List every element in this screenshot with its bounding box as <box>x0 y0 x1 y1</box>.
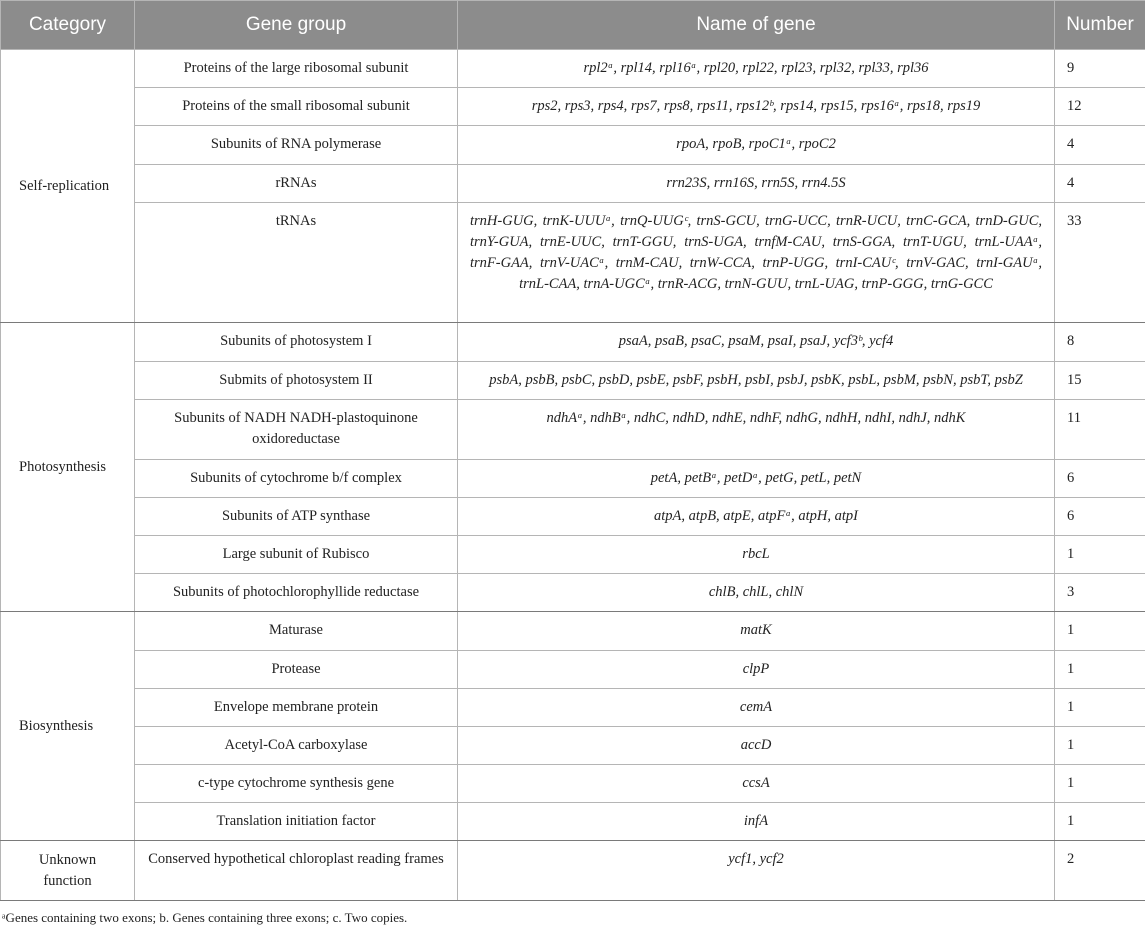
gene-count-cell: 15 <box>1055 362 1145 400</box>
table-row <box>1 841 1145 901</box>
gene-count-cell: 6 <box>1055 460 1145 498</box>
header-gene-group: Gene group <box>135 1 458 50</box>
gene-names-cell: rps2, rps3, rps4, rps7, rps8, rps11, rps12ᵇ, rps14, rps15, rps16ᵃ, rps18, rps19 <box>458 88 1055 126</box>
gene-group-cell: Translation initiation factor <box>135 803 458 841</box>
gene-group-cell: tRNAs <box>135 203 458 323</box>
gene-group-cell: Subunits of cytochrome b/f complex <box>135 460 458 498</box>
category-unknown-function: Unknown function <box>1 841 135 901</box>
gene-group-cell: Subunits of RNA polymerase <box>135 126 458 165</box>
table-row <box>1 536 1145 574</box>
gene-count-cell: 12 <box>1055 88 1145 126</box>
table-row <box>1 165 1145 203</box>
category-biosynthesis: Biosynthesis <box>1 612 135 841</box>
table-row <box>1 689 1145 727</box>
gene-count-cell: 1 <box>1055 651 1145 689</box>
gene-group-cell: Acetyl-CoA carboxylase <box>135 727 458 765</box>
gene-names-cell: psaA, psaB, psaC, psaM, psaI, psaJ, ycf3ᵇ, ycf4 <box>458 323 1055 362</box>
table-row <box>1 126 1145 165</box>
gene-names-cell: chlB, chlL, chlN <box>458 574 1055 612</box>
gene-names-cell: clpP <box>458 651 1055 689</box>
category-self-replication: Self-replication <box>1 50 135 323</box>
header-number: Number <box>1055 1 1145 50</box>
gene-names-cell: ndhAᵃ, ndhBᵃ, ndhC, ndhD, ndhE, ndhF, ndhG, ndhH, ndhI, ndhJ, ndhK <box>458 400 1055 460</box>
gene-names-cell: matK <box>458 612 1055 651</box>
gene-count-cell: 4 <box>1055 165 1145 203</box>
gene-names-cell: trnH-GUG, trnK-UUUᵃ, trnQ-UUGᶜ, trnS-GCU, trnG-UCC, trnR-UCU, trnC-GCA, trnD-GUC, trnY-GUA, trnE-UUC, trnT-GGU, trnS-UGA, trnfM-CAU, trnS-GGA, trnT-UGU, trnL-UAAᵃ, trnF-GAA, trnV-UACᵃ, trnM-CAU, trnW-CCA, trnP-UGG, trnI-CAUᶜ, trnV-GAC, trnI-GAUᵃ, trnL-CAA, trnA-UGCᵃ, trnR-ACG, trnN-GUU, trnL-UAG, trnP-GGG, trnG-GCC <box>458 203 1055 323</box>
gene-names-cell: petA, petBᵃ, petDᵃ, petG, petL, petN <box>458 460 1055 498</box>
gene-group-cell: Subunits of photochlorophyllide reductase <box>135 574 458 612</box>
gene-group-cell: Subunits of ATP synthase <box>135 498 458 536</box>
gene-group-cell: Envelope membrane protein <box>135 689 458 727</box>
gene-count-cell: 1 <box>1055 765 1145 803</box>
table-row <box>1 612 1145 651</box>
table-row <box>1 400 1145 460</box>
gene-group-cell: Proteins of the small ribosomal subunit <box>135 88 458 126</box>
gene-names-cell: accD <box>458 727 1055 765</box>
gene-count-cell: 1 <box>1055 612 1145 651</box>
table-row <box>1 765 1145 803</box>
gene-names-cell: rpoA, rpoB, rpoC1ᵃ, rpoC2 <box>458 126 1055 165</box>
gene-count-cell: 3 <box>1055 574 1145 612</box>
gene-count-cell: 9 <box>1055 50 1145 88</box>
table-row <box>1 574 1145 612</box>
header-row <box>1 1 1145 50</box>
gene-count-cell: 11 <box>1055 400 1145 460</box>
gene-names-cell: ccsA <box>458 765 1055 803</box>
table-row <box>1 803 1145 841</box>
table-row <box>1 203 1145 323</box>
gene-names-cell: rpl2ᵃ, rpl14, rpl16ᵃ, rpl20, rpl22, rpl23, rpl32, rpl33, rpl36 <box>458 50 1055 88</box>
gene-names-cell: rbcL <box>458 536 1055 574</box>
gene-names-cell: rrn23S, rrn16S, rrn5S, rrn4.5S <box>458 165 1055 203</box>
table-row <box>1 323 1145 362</box>
gene-count-cell: 2 <box>1055 841 1145 901</box>
table-row <box>1 498 1145 536</box>
gene-names-cell: cemA <box>458 689 1055 727</box>
table-row <box>1 50 1145 88</box>
gene-count-cell: 1 <box>1055 727 1145 765</box>
gene-group-cell: Large subunit of Rubisco <box>135 536 458 574</box>
header-category: Category <box>1 1 135 50</box>
gene-group-cell: Subunits of photosystem I <box>135 323 458 362</box>
table-row <box>1 727 1145 765</box>
gene-group-cell: Proteins of the large ribosomal subunit <box>135 50 458 88</box>
table-row <box>1 88 1145 126</box>
gene-names-cell: infA <box>458 803 1055 841</box>
table-row <box>1 460 1145 498</box>
gene-group-cell: Maturase <box>135 612 458 651</box>
gene-count-cell: 1 <box>1055 536 1145 574</box>
gene-count-cell: 1 <box>1055 803 1145 841</box>
table-row <box>1 362 1145 400</box>
table-row <box>1 651 1145 689</box>
gene-count-cell: 4 <box>1055 126 1145 165</box>
gene-names-cell: psbA, psbB, psbC, psbD, psbE, psbF, psbH, psbI, psbJ, psbK, psbL, psbM, psbN, psbT, psbZ <box>458 362 1055 400</box>
table-footnote: ᵃGenes containing two exons; b. Genes containing three exons; c. Two copies. <box>2 910 408 925</box>
gene-count-cell: 1 <box>1055 689 1145 727</box>
gene-group-cell: Subunits of NADH NADH-plastoquinone oxidoreductase <box>135 400 458 460</box>
gene-names-cell: ycf1, ycf2 <box>458 841 1055 901</box>
gene-group-cell: Submits of photosystem II <box>135 362 458 400</box>
gene-group-cell: c-type cytochrome synthesis gene <box>135 765 458 803</box>
header-name-of-gene: Name of gene <box>458 1 1055 50</box>
gene-group-cell: Conserved hypothetical chloroplast reading frames <box>135 841 458 901</box>
category-photosynthesis: Photosynthesis <box>1 323 135 612</box>
gene-names-cell: atpA, atpB, atpE, atpFᵃ, atpH, atpI <box>458 498 1055 536</box>
gene-count-cell: 33 <box>1055 203 1145 323</box>
gene-group-cell: rRNAs <box>135 165 458 203</box>
gene-group-cell: Protease <box>135 651 458 689</box>
gene-count-cell: 8 <box>1055 323 1145 362</box>
gene-count-cell: 6 <box>1055 498 1145 536</box>
